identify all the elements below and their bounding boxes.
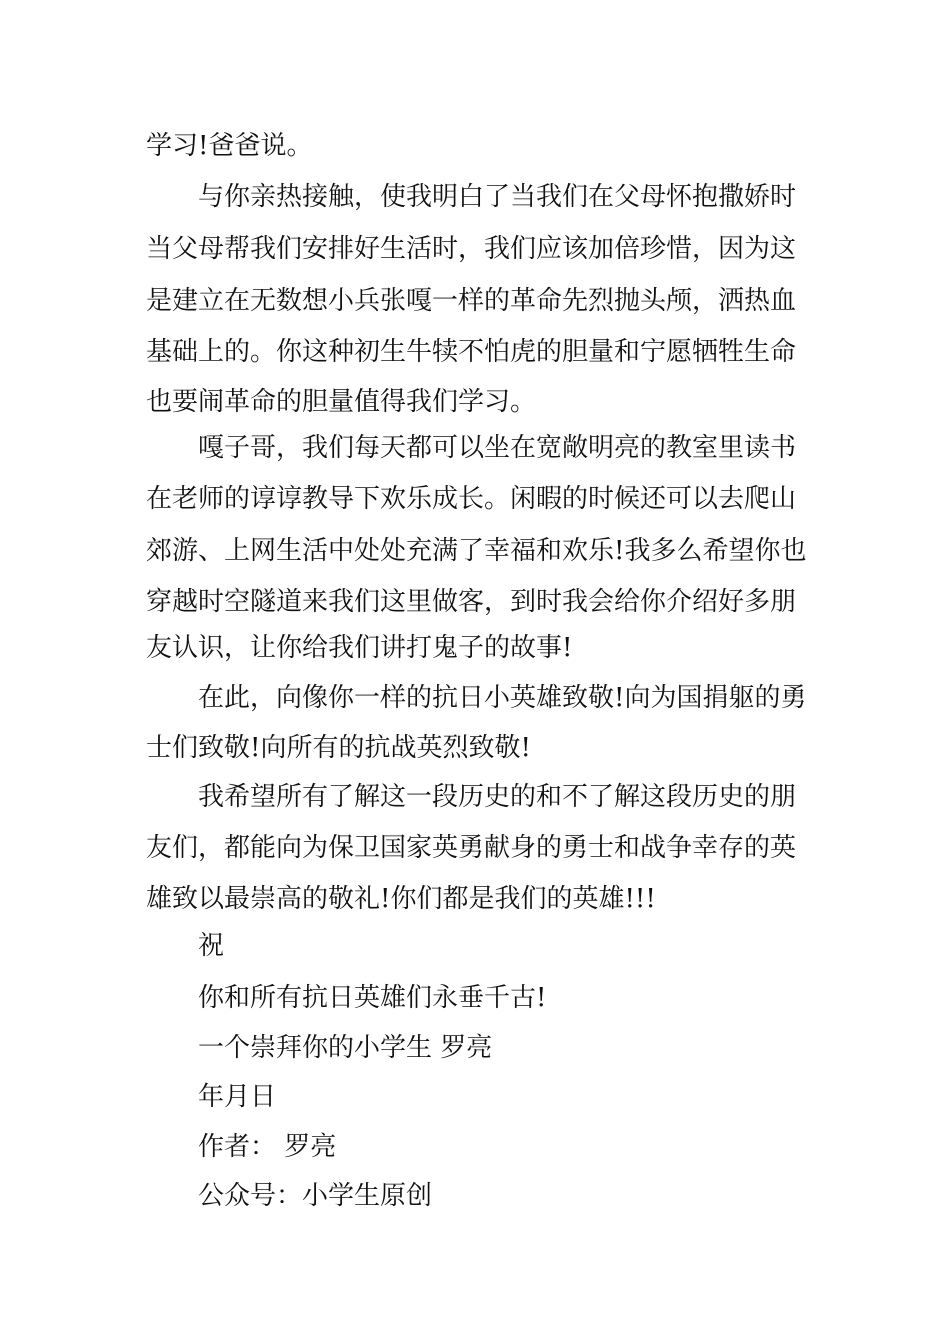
- text-line: 年月日: [198, 1082, 277, 1112]
- text-line: 在此，向像你一样的抗日小英雄致敬!向为国捐躯的勇: [198, 683, 807, 713]
- text-line: 穿越时空隧道来我们这里做客，到时我会给你介绍好多朋: [146, 587, 797, 617]
- text-line: 友们，都能向为保卫国家英勇献身的勇士和战争幸存的英: [146, 833, 797, 863]
- text-line: 友认识，让你给我们讲打鬼子的故事!: [146, 633, 573, 663]
- text-line: 在老师的谆谆教导下欢乐成长。闲暇的时候还可以去爬山: [146, 484, 797, 514]
- text-line: 我希望所有了解这一段历史的和不了解这段历史的朋: [198, 782, 797, 812]
- text-line: 一个崇拜你的小学生 罗亮: [198, 1033, 493, 1063]
- text-line: 学习!爸爸说。: [146, 131, 313, 161]
- text-line: 当父母帮我们安排好生活时，我们应该加倍珍惜，因为这: [146, 234, 797, 264]
- text-line: 士们致敬!向所有的抗战英烈致敬!: [146, 733, 531, 763]
- text-line: 公众号：小学生原创: [198, 1181, 433, 1211]
- text-line: 你和所有抗日英雄们永垂千古!: [198, 983, 547, 1013]
- text-line: 也要闹革命的胆量值得我们学习。: [146, 387, 537, 417]
- text-line: 作者： 罗亮: [198, 1132, 337, 1162]
- text-line: 郊游、上网生活中处处充满了幸福和欢乐!我多么希望你也: [146, 536, 807, 566]
- text-line: 基础上的。你这种初生牛犊不怕虎的胆量和宁愿牺牲生命: [146, 337, 797, 367]
- text-line: 雄致以最崇高的敬礼!你们都是我们的英雄!!!: [146, 884, 656, 914]
- text-line: 祝: [198, 931, 225, 961]
- text-line: 与你亲热接触，使我明白了当我们在父母怀抱撒娇时: [198, 182, 797, 212]
- text-line: 是建立在无数想小兵张嘎一样的革命先烈抛头颅，洒热血: [146, 286, 797, 316]
- text-line: 嘎子哥，我们每天都可以坐在宽敞明亮的教室里读书: [198, 433, 797, 463]
